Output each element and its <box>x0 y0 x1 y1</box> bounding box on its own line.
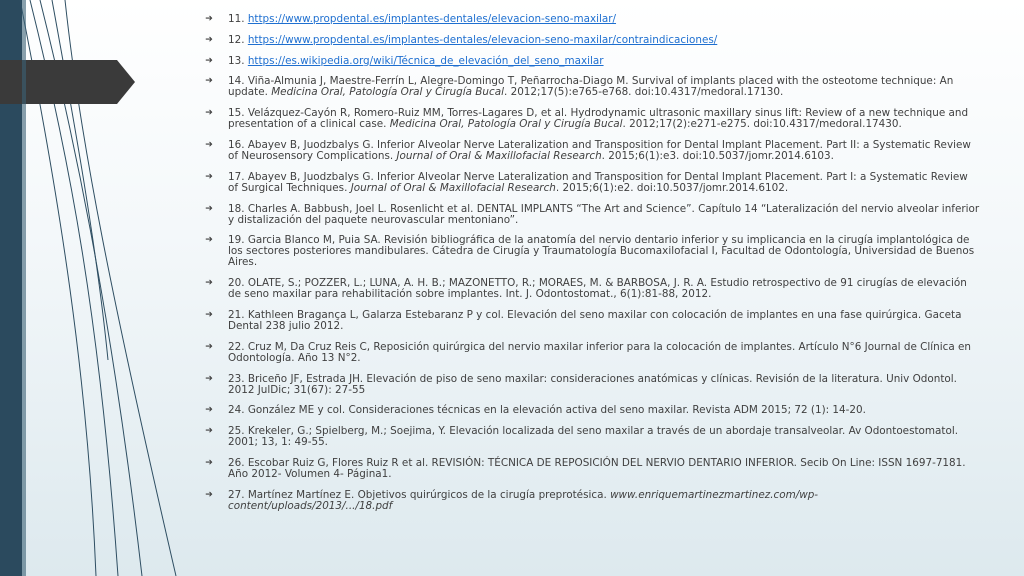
reference-journal: Journal of Oral & Maxillofacial Research <box>396 149 602 162</box>
reference-text: 19. Garcia Blanco M, Puia SA. Revisión bibliográfica de la anatomía del nervio dentario inferior y su implicancia en la cirugía implantológica de los sectores posteriores mandibulares. Cátedra de Cirugía y Traumatología Bucomaxilofacial I, Facultad de Odontología, Universidad de Buenos Aires. <box>228 234 975 269</box>
reference-text: 21. Kathleen Bragança L, Galarza Estebaranz P y col. Elevación del seno maxilar con colocación de implantes en una fase quirúrgica. Gaceta Dental 238 julio 2012. <box>228 308 962 332</box>
arrow-right-icon: ➔ <box>205 341 213 352</box>
reference-list <box>200 14 980 522</box>
arrow-right-icon: ➔ <box>205 108 213 119</box>
reference-journal: Journal of Oral & Maxillofacial Research <box>350 181 556 194</box>
reference-link[interactable]: https://es.wikipedia.org/wiki/Técnica_de_elevación_del_seno_maxilar <box>247 54 604 67</box>
arrow-right-icon: ➔ <box>205 457 213 468</box>
reference-text: 27. Martínez Martínez E. Objetivos quirúrgicos de la cirugía preprotésica. <box>228 488 611 501</box>
reference-journal: Medicina Oral, Patología Oral y Cirugía Bucal <box>389 118 623 131</box>
reference-item <box>200 56 980 67</box>
arrow-right-icon: ➔ <box>205 405 213 416</box>
reference-item <box>200 204 980 226</box>
reference-item <box>200 458 980 480</box>
reference-link[interactable]: https://www.propdental.es/implantes-dentales/elevacion-seno-maxilar/contraindicaciones/ <box>247 33 718 46</box>
reference-item <box>200 342 980 364</box>
reference-item <box>200 374 980 396</box>
arrow-right-icon: ➔ <box>205 171 213 182</box>
reference-item <box>200 278 980 300</box>
arrow-right-icon: ➔ <box>205 489 213 500</box>
reference-text: . 2015;6(1):e3. doi:10.5037/jomr.2014.6103. <box>601 149 834 162</box>
reference-journal: www.enriquemartinezmartinez.com/wp-content/uploads/2013/.../18.pdf <box>228 488 819 512</box>
reference-text: 11. <box>228 13 248 25</box>
reference-text: . 2015;6(1):e2. doi:10.5037/jomr.2014.6102. <box>555 181 789 194</box>
reference-text: 13. <box>228 54 248 67</box>
reference-item <box>200 172 980 194</box>
arrow-right-icon: ➔ <box>205 278 213 289</box>
reference-text: 26. Escobar Ruiz G, Flores Ruiz R et al. REVISIÓN: TÉCNICA DE REPOSICIÓN DEL NERVIO DENTARIO INFERIOR. Secib On Line: ISSN 1697-7181. Año 2012- Volumen 4- Página1. <box>228 456 966 480</box>
reference-link[interactable]: https://www.propdental.es/implantes-dentales/elevacion-seno-maxilar/ <box>247 13 617 25</box>
arrow-right-icon: ➔ <box>205 309 213 320</box>
reference-text: 25. Krekeler, G.; Spielberg, M.; Soejima, Y. Elevación localizada del seno maxilar a través de un abordaje transalveolar. Av Odontoestomatol. 2001; 13, 1: 49-55. <box>228 425 959 449</box>
reference-text: 22. Cruz M, Da Cruz Reis C, Reposición quirúrgica del nervio maxilar inferior para la colocación de implantes. Artículo N°6 Journal de Clínica en Odontología. Año 13 N°2. <box>228 340 972 364</box>
reference-text: 17. Abayev B, Juodzbalys G. Inferior Alveolar Nerve Lateralization and Transposition for Dental Implant Placement. Part I: a Systematic Review of Surgical Techniques. <box>228 170 968 194</box>
arrow-right-icon: ➔ <box>205 34 213 45</box>
arrow-right-icon: ➔ <box>205 203 213 214</box>
arrow-right-icon: ➔ <box>205 139 213 150</box>
arrow-right-icon: ➔ <box>205 14 213 24</box>
reference-text: 23. Briceño JF, Estrada JH. Elevación de piso de seno maxilar: consideraciones anatómicas y clínicas. Revisión de la literatura. Univ Odontol. 2012 JulDic; 31(67): 27-55 <box>228 372 957 396</box>
reference-item <box>200 405 980 416</box>
arrow-right-icon: ➔ <box>205 235 213 246</box>
reference-item <box>200 235 980 268</box>
decorative-sidebar <box>0 0 200 576</box>
reference-text: 16. Abayev B, Juodzbalys G. Inferior Alveolar Nerve Lateralization and Transposition for Dental Implant Placement. Part II: a Systematic Review of Neurosensory Complications. <box>228 138 971 162</box>
reference-item <box>200 140 980 162</box>
reference-item <box>200 490 980 512</box>
reference-text: 14. Viña-Almunia J, Maestre-Ferrín L, Alegre-Domingo T, Peñarrocha-Diago M. Survival of implants placed with the osteotome technique: An update. <box>228 75 954 99</box>
reference-item <box>200 310 980 332</box>
reference-text: 24. González ME y col. Consideraciones técnicas en la elevación activa del seno maxilar. Revista ADM 2015; 72 (1): 14-20. <box>228 404 866 417</box>
reference-item <box>200 35 980 46</box>
arrow-right-icon: ➔ <box>205 373 213 384</box>
reference-item <box>200 426 980 448</box>
reference-text: . 2012;17(2):e271-e275. doi:10.4317/medoral.17430. <box>622 118 902 131</box>
reference-item <box>200 76 980 98</box>
arrow-right-icon: ➔ <box>205 55 213 66</box>
reference-text: 20. OLATE, S.; POZZER, L.; LUNA, A. H. B.; MAZONETTO, R.; MORAES, M. & BARBOSA, J. R. A. Estudio retrospectivo de 91 cirugías de elevación de seno maxilar para rehabilitación sobre implantes. Int. J. Odontostomat., 6(1):81-88, 2012. <box>228 277 967 301</box>
arrow-right-icon: ➔ <box>205 76 213 87</box>
reference-item <box>200 14 980 25</box>
reference-journal: Medicina Oral, Patología Oral y Cirugía Bucal <box>271 86 504 99</box>
reference-item <box>200 108 980 130</box>
arrow-right-icon: ➔ <box>205 426 213 437</box>
reference-text: . 2012;17(5):e765-e768. doi:10.4317/medoral.17130. <box>503 86 784 99</box>
reference-text: 12. <box>228 33 248 46</box>
slide-marker-arrow <box>0 60 135 104</box>
reference-text: 18. Charles A. Babbush, Joel L. Rosenlicht et al. DENTAL IMPLANTS “The Art and Science”. Capítulo 14 “Lateralización del nervio alveolar inferior y distalización del paquete neurovascular mentoniano”. <box>228 202 980 226</box>
reference-text: 15. Velázquez-Cayón R, Romero-Ruiz MM, Torres-Lagares D, et al. Hydrodynamic ultrasonic maxillary sinus lift: Review of a new technique and presentation of a clinical case. <box>228 107 969 131</box>
